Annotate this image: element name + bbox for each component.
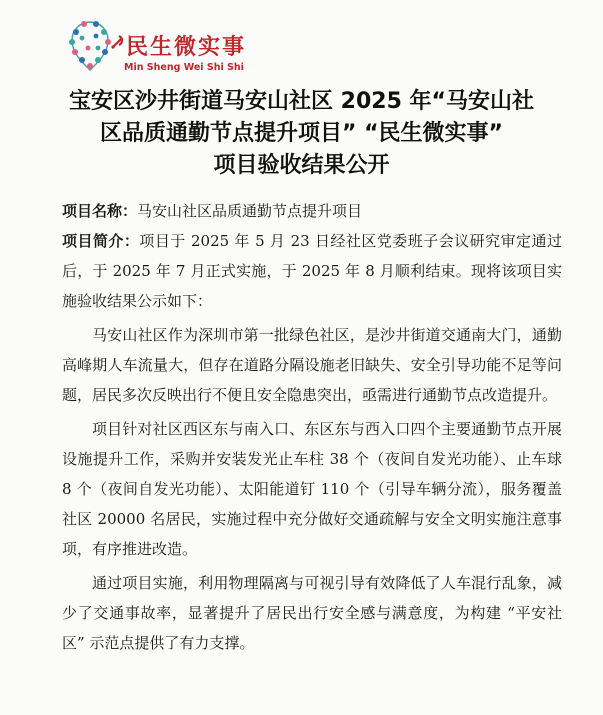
paragraph-implementation: 项目针对社区西区东与南入口、东区东与西入口四个主要通勤节点开展设施提升工作，采购并安装发光止车柱 38 个（夜间自发光功能）、止车球 8 个（夜间自发光功能）、太阳能道钉 110 个（引导车辆分流），服务覆盖社区 20000 名居民，实施过程中充分做好交通疏解与安全文明实施注意事项，有序推进改造。 — [62, 420, 562, 558]
logo-name-pinyin: Min Sheng Wei Shi Shi — [124, 62, 244, 73]
document-title — [40, 86, 563, 182]
title-line-3: 项目验收结果公开 — [213, 153, 390, 178]
paragraph-background: 马安山社区作为深圳市第一批绿色社区，是沙井街道交通南大门，通勤高峰期人车流量大，但存在道路分隔设施老旧缺失、安全引导功能不足等问题，居民多次反映出行不便且安全隐患突出，亟需进行通勤节点改造提升。 — [62, 326, 562, 404]
paragraph-results: 通过项目实施，利用物理隔离与可视引导有效降低了人车混行乱象，减少了交通事故率，显著提升了居民出行安全感与满意度，为构建 “平安社区” 示范点提供了有力支撑。 — [62, 574, 562, 652]
project-name-value: 马安山社区品质通勤节点提升项目 — [137, 202, 363, 220]
project-intro-label: 项目简介： — [62, 232, 140, 250]
project-name-row — [62, 196, 562, 226]
title-line-2: 区品质通勤节点提升项目” “民生微实事” — [99, 121, 504, 146]
logo-emblem-icon — [66, 14, 114, 76]
party-emblem-icon — [110, 34, 124, 50]
logo-name-cn: 民生微实事 — [126, 35, 247, 60]
project-name-label: 项目名称： — [62, 202, 138, 220]
title-line-1: 宝安区沙井街道马安山社区 2025 年“马安山社 — [68, 89, 534, 114]
document-body — [62, 196, 562, 658]
project-intro-row — [62, 226, 562, 316]
logo — [66, 14, 266, 84]
project-intro-value: 项目于 2025 年 5 月 23 日经社区党委班子会议研究审定通过后，于 2025 年 7 月正式实施，于 2025 年 8 月顺利结束。现将该项目实施验收结果公示如下： — [62, 232, 562, 310]
